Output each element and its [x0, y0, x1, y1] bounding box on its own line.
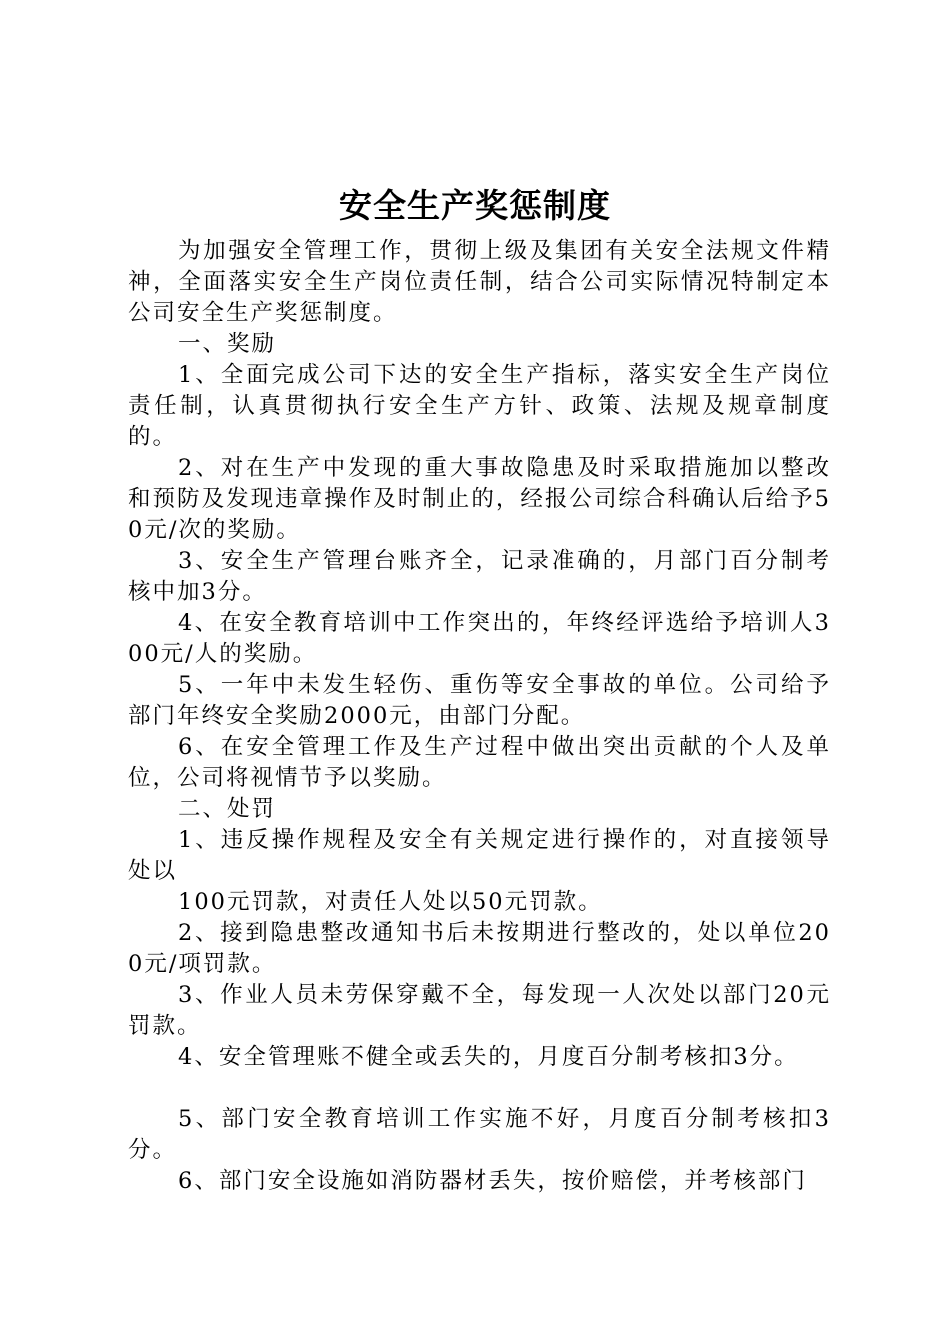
penalty-item: 1、违反操作规程及安全有关规定进行操作的，对直接领导处以	[128, 827, 831, 884]
penalty-item: 4、安全管理账不健全或丢失的，月度百分制考核扣3分。	[178, 1044, 799, 1070]
reward-item: 1、全面完成公司下达的安全生产指标，落实安全生产岗位责任制，认真贯彻执行安全生产方针、政策、法规及规章制度的。	[128, 362, 831, 450]
reward-item: 6、在安全管理工作及生产过程中做出突出贡献的个人及单位，公司将视情节予以奖励。	[128, 734, 831, 791]
section-heading-penalties: 二、处罚	[178, 796, 277, 822]
document-body	[128, 236, 831, 1197]
penalty-item: 2、接到隐患整改通知书后未按期进行整改的，处以单位200元/项罚款。	[128, 920, 831, 977]
penalty-item-continued: 100元罚款，对责任人处以50元罚款。	[178, 889, 603, 915]
reward-item: 2、对在生产中发现的重大事故隐患及时采取措施加以整改和预防及发现违章操作及时制止的，经报公司综合科确认后给予50元/次的奖励。	[128, 455, 831, 543]
intro-paragraph: 为加强安全管理工作，贯彻上级及集团有关安全法规文件精神，全面落实安全生产岗位责任制，结合公司实际情况特制定本公司安全生产奖惩制度。	[128, 238, 831, 326]
penalty-item: 3、作业人员未劳保穿戴不全，每发现一人次处以部门20元罚款。	[128, 982, 831, 1039]
penalty-item: 6、部门安全设施如消防器材丢失，按价赔偿，并考核部门	[178, 1168, 807, 1194]
reward-item: 3、安全生产管理台账齐全，记录准确的，月部门百分制考核中加3分。	[128, 548, 831, 605]
document-title: 安全生产奖惩制度	[339, 186, 611, 225]
penalty-item: 5、部门安全教育培训工作实施不好，月度百分制考核扣3分。	[128, 1106, 831, 1163]
section-heading-rewards: 一、奖励	[178, 331, 277, 357]
reward-item: 5、一年中未发生轻伤、重伤等安全事故的单位。公司给予部门年终安全奖励2000元，由部门分配。	[128, 672, 831, 729]
reward-item: 4、在安全教育培训中工作突出的，年终经评选给予培训人300元/人的奖励。	[128, 610, 831, 667]
